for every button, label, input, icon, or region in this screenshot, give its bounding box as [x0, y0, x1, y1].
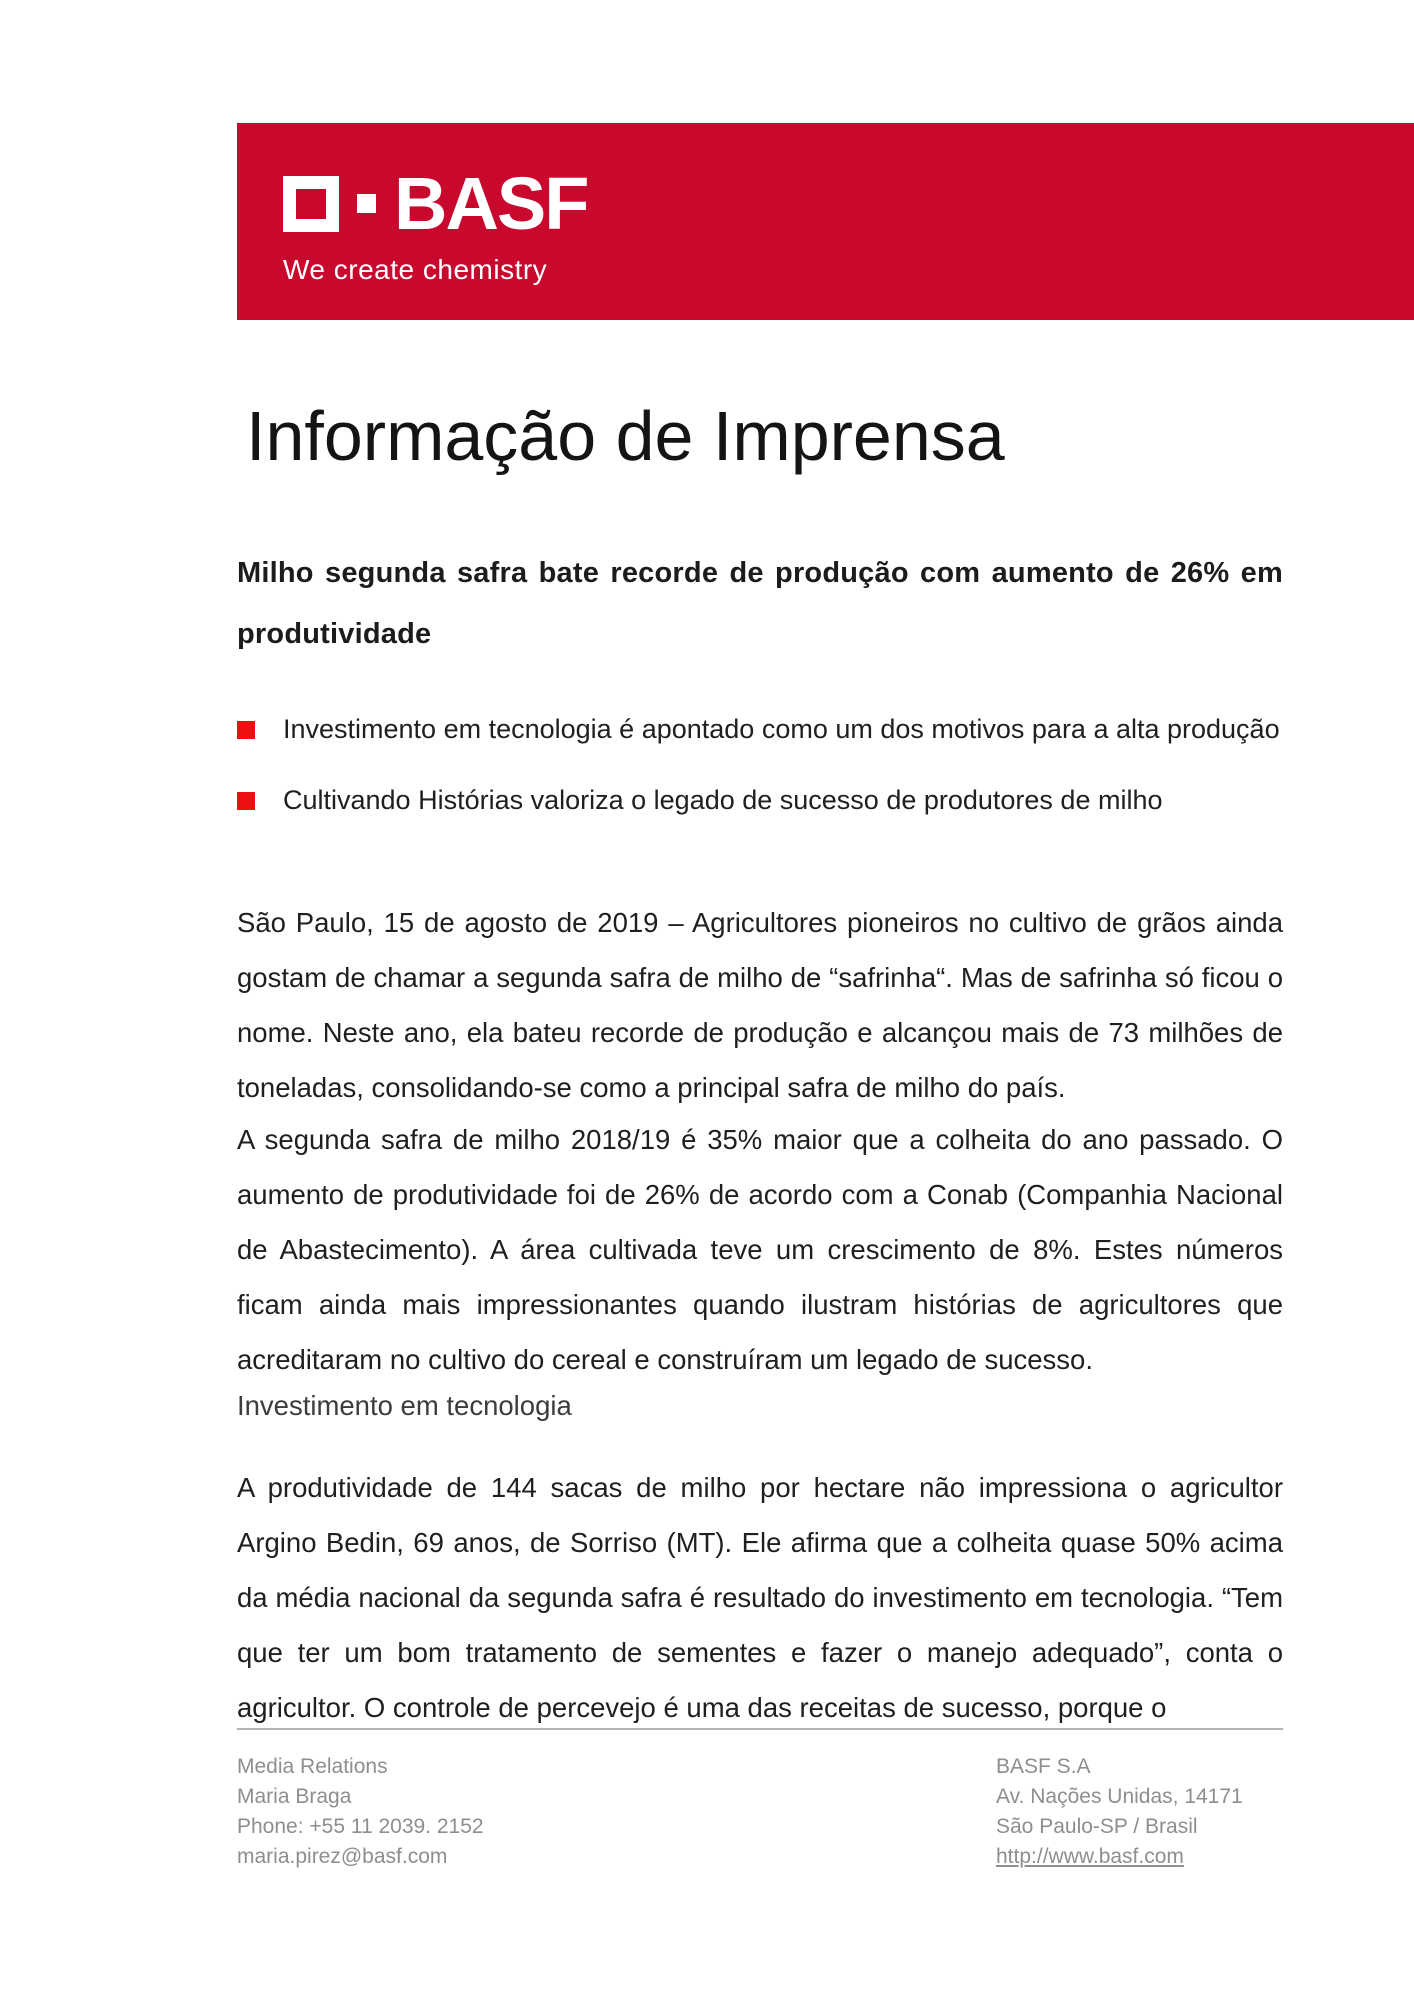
- footer-contact-block: [237, 1752, 484, 1872]
- basf-tagline: We create chemistry: [283, 254, 548, 285]
- paragraph: A segunda safra de milho 2018/19 é 35% maior que a colheita do ano passado. O aumento de produtividade foi de 26% de acordo com a Conab (Companhia Nacional de Abastecimento). A área cultivada teve um crescimento de 8%. Estes números ficam ainda mais impressionantes quando ilustram histórias de agricultores que acreditaram no cultivo do cereal e construíram um legado de sucesso.: [237, 1124, 1283, 1375]
- basf-logo: [283, 162, 1414, 245]
- footer-website-link[interactable]: http://www.basf.com: [996, 1845, 1184, 1868]
- list-item: [237, 772, 1283, 829]
- footer-contact-line: Phone: +55 11 2039. 2152: [237, 1815, 484, 1838]
- bullet-text: Cultivando Histórias valoriza o legado de sucesso de produtores de milho: [283, 785, 1163, 815]
- bullet-text: Investimento em tecnologia é apontado como um dos motivos para a alta produção: [283, 714, 1280, 744]
- footer-contact-line: Media Relations: [237, 1755, 388, 1778]
- basf-logo-outline-square-icon: [283, 176, 339, 232]
- footer: [237, 1752, 1283, 1882]
- list-item: [237, 701, 1283, 758]
- basf-logo-wordmark: BASF: [394, 162, 588, 245]
- footer-address-line: Av. Nações Unidas, 14171: [996, 1785, 1243, 1808]
- page-title: Informação de Imprensa: [246, 397, 1005, 475]
- bullet-square-icon: [237, 792, 255, 810]
- headline: Milho segunda safra bate recorde de produção com aumento de 26% em produtividade: [237, 557, 1283, 650]
- footer-address-block: [996, 1752, 1243, 1872]
- basf-logo-solid-square-icon: [357, 194, 376, 213]
- basf-banner: [237, 123, 1414, 320]
- section-heading: Investimento em tecnologia: [237, 1390, 572, 1421]
- paragraph-dateline: São Paulo, 15 de agosto de 2019 – Agricultores pioneiros no cultivo de grãos ainda gostam de chamar a segunda safra de milho de “safrinha“. Mas de safrinha só ficou o nome. Neste ano, ela bateu recorde de produção e alcançou mais de 73 milhões de toneladas, consolidando-se como a principal safra de milho do país.: [237, 907, 1283, 1103]
- footer-contact-email: maria.pirez@basf.com: [237, 1845, 448, 1868]
- footer-divider: [237, 1728, 1283, 1730]
- footer-address-line: BASF S.A: [996, 1755, 1091, 1778]
- footer-address-line: São Paulo-SP / Brasil: [996, 1815, 1198, 1838]
- bullet-square-icon: [237, 721, 255, 739]
- footer-contact-line: Maria Braga: [237, 1785, 352, 1808]
- bullet-list: [237, 701, 1283, 829]
- paragraph: A produtividade de 144 sacas de milho por hectare não impressiona o agricultor Argino Bedin, 69 anos, de Sorriso (MT). Ele afirma que a colheita quase 50% acima da média nacional da segunda safra é resultado do investimento em tecnologia. “Tem que ter um bom tratamento de sementes e fazer o manejo adequado”, conta o agricultor. O controle de percevejo é uma das receitas de sucesso, porque o: [237, 1472, 1283, 1723]
